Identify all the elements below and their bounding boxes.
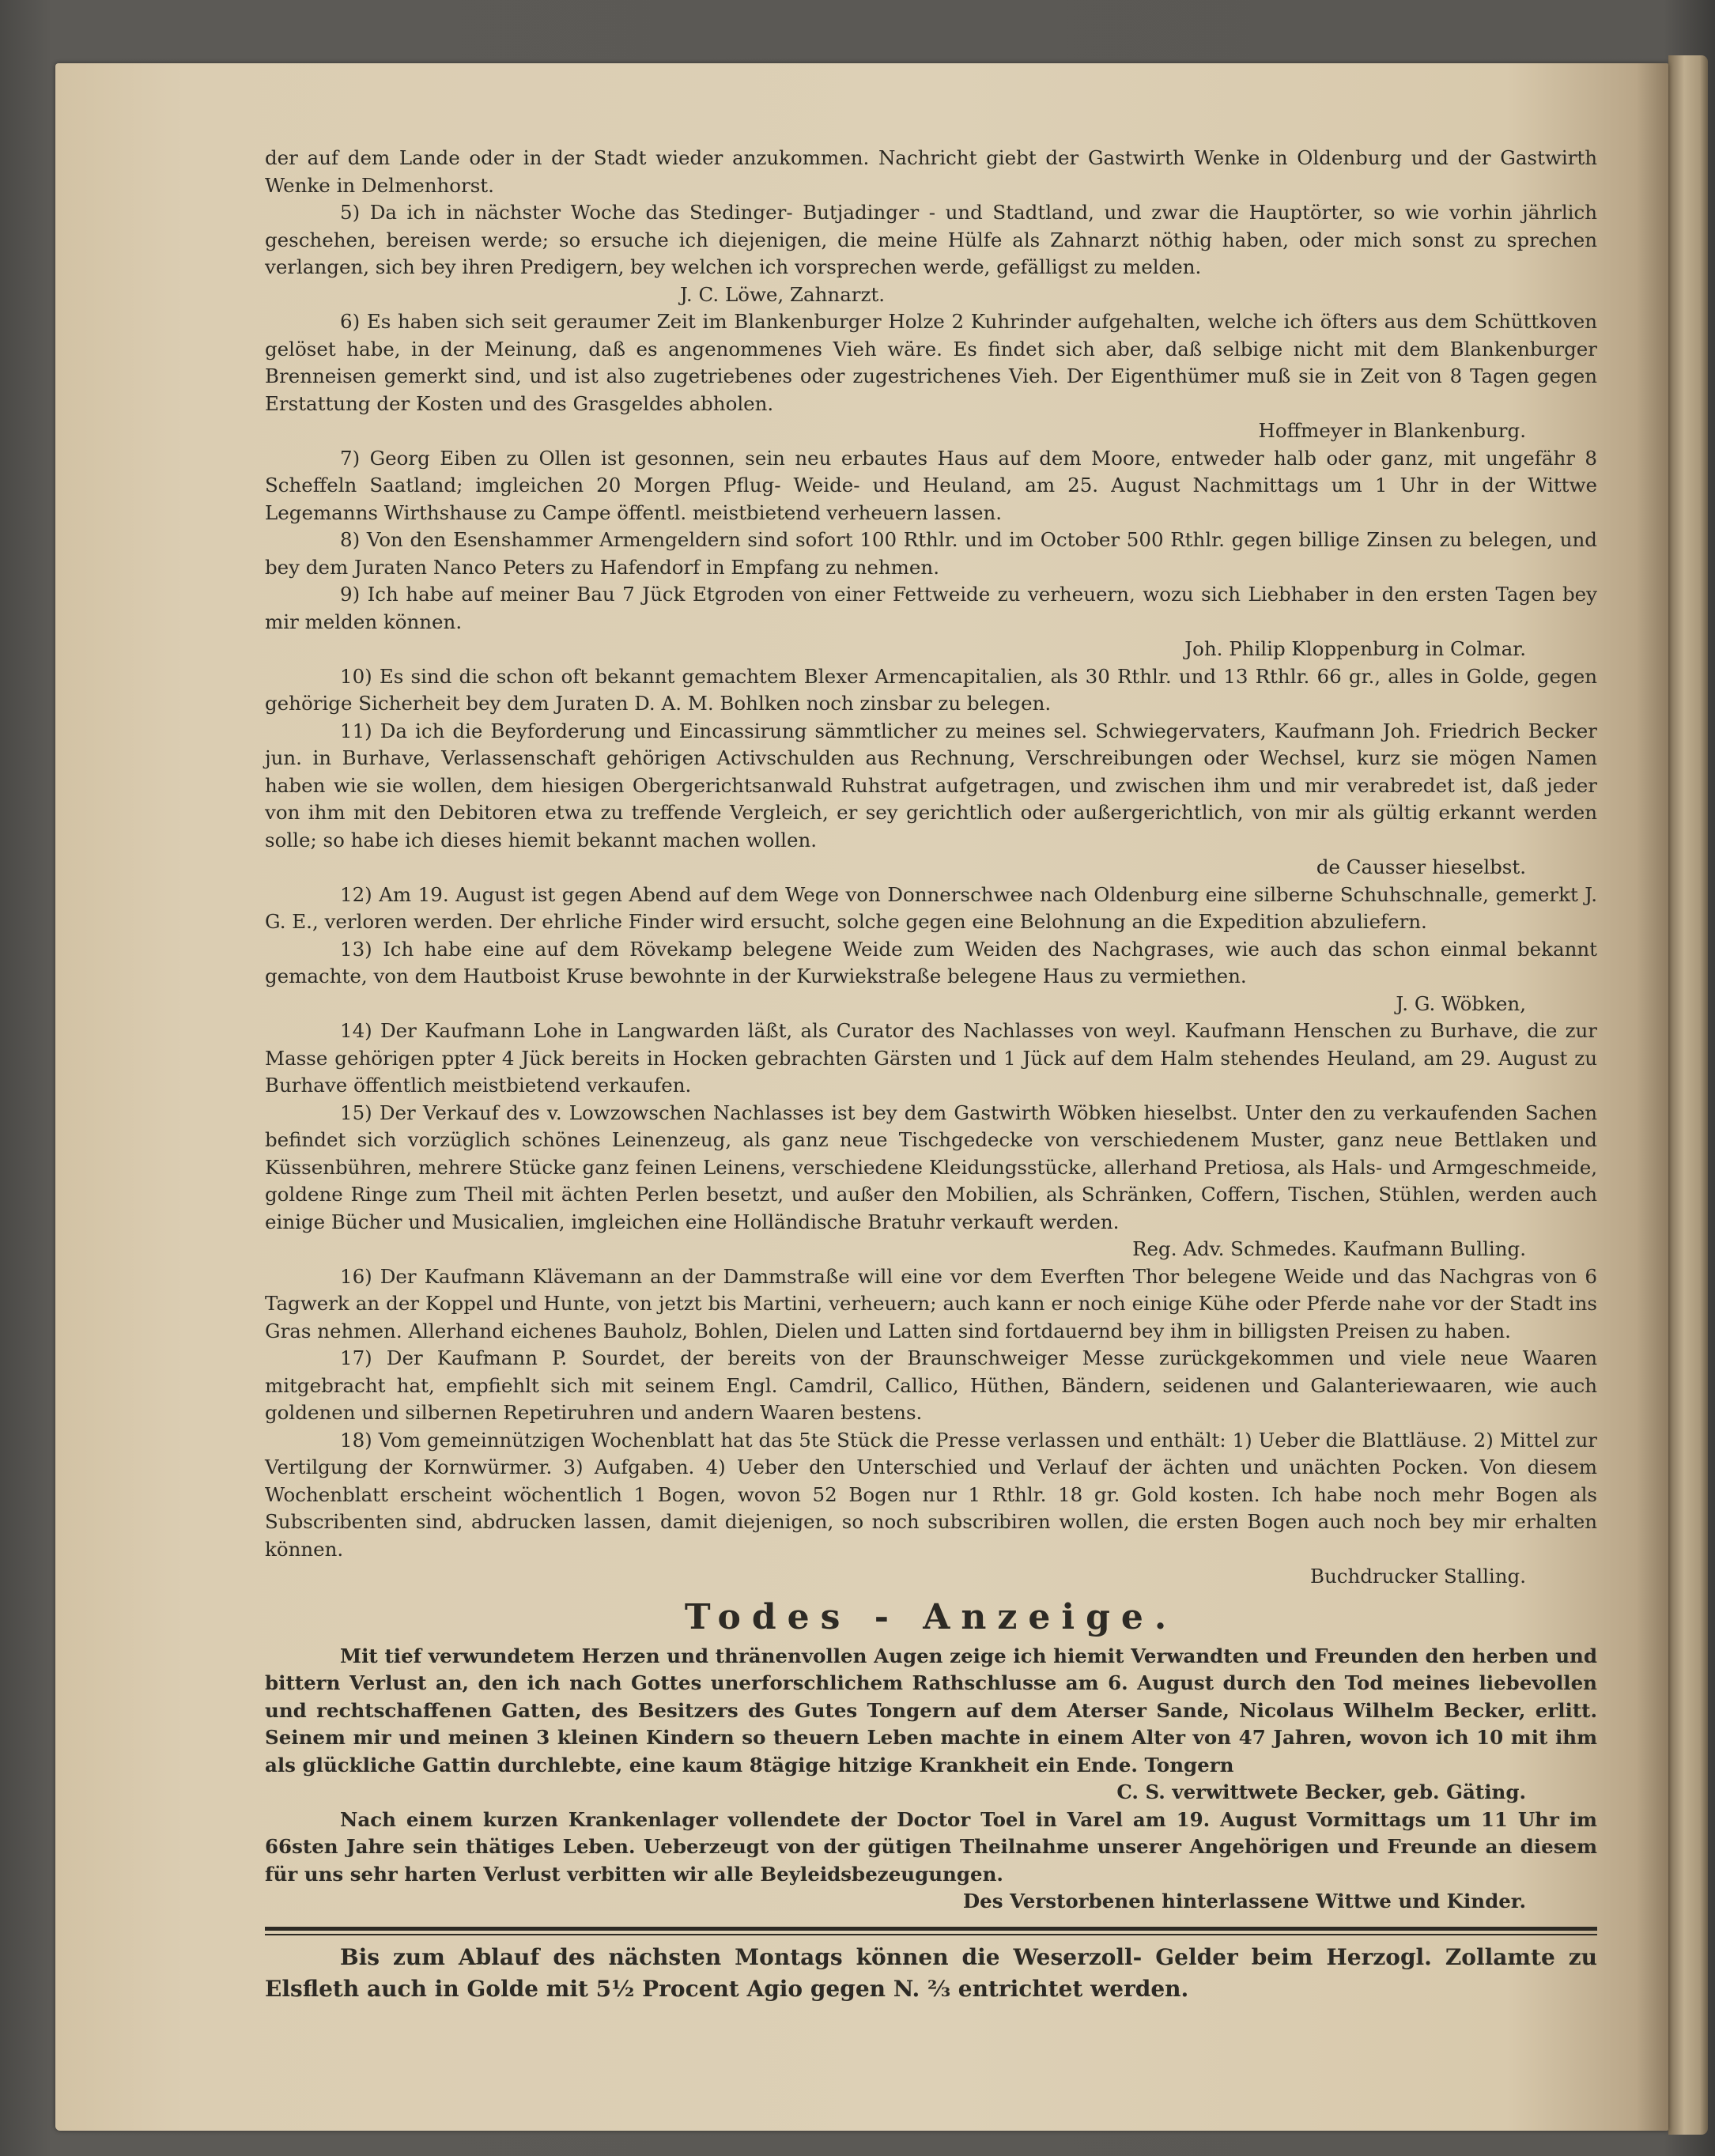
notice-5-text: 5) Da ich in nächster Woche das Stedinger- Butjadinger - und Stadtland, und zwar die Hauptörter, so wie vorhin jährlich geschehen, bereisen werde; so ersuche ich diejenigen, die meine Hülfe als Zahnarzt nöthig haben, oder mich sonst zu sprechen verlangen, sich bey ihren Predigern, bey welchen ich vorsprechen werde, gefälligst zu melden.: [265, 201, 1597, 278]
page-text-column: [265, 145, 1597, 2005]
notice-9-text: 9) Ich habe auf meiner Bau 7 Jück Etgroden von einer Fettweide zu verheuern, wozu sich Liebhaber in den ersten Tagen bey mir melden können.: [265, 583, 1597, 633]
notice-13-signature: J. G. Wöbken,: [1396, 991, 1526, 1015]
death-notice-2-signature: Des Verstorbenen hinterlassene Wittwe und Kinder.: [962, 1890, 1526, 1912]
notice-13-text: 13) Ich habe eine auf dem Rövekamp belegene Weide zum Weiden des Nachgrases, wie auch das schon einmal bekannt gemachte, von dem Hautboist Kruse bewohnte in der Kurwiekstraße belegene Haus zu vermiethen.: [265, 937, 1597, 987]
death-notice-heading: Todes - Anzeige.: [684, 1596, 1178, 1637]
notice-6-signature: Hoffmeyer in Blankenburg.: [1258, 419, 1526, 442]
notice-9-signature: Joh. Philip Kloppenburg in Colmar.: [1184, 637, 1526, 660]
notice-11-signature: de Causser hieselbst.: [1316, 855, 1526, 878]
notice-15-text: 15) Der Verkauf des v. Lowzowschen Nachlasses ist bey dem Gastwirth Wöbken hieselbst. Unter den zu verkaufenden Sachen befindet sich vorzüglich schönes Leinenzeug, als ganz neue Tischgedecke von verschiedenem Muster, ganz neue Bettlaken und Küssenbühren, mehrere Stücke ganz feinen Leinens, verschiedene Kleidungsstücke, allerhand Pretiosa, als Hals- und Armgeschmeide, goldene Ringe zum Theil mit ächten Perlen besetzt, und außer den Mobilien, als Schränken, Coffern, Tischen, Stühlen, werden auch einige Bücher und Musicalien, imgleichen eine Holländische Bratuhr verkauft werden.: [265, 1101, 1597, 1233]
notice-14: 14) Der Kaufmann Lohe in Langwarden läßt, als Curator des Nachlasses von weyl. Kaufmann Henschen zu Burhave, die zur Masse gehörigen ppter 4 Jück bereits in Hocken gebrachten Gärsten und 1 Jück auf dem Halm stehendes Heuland, am 29. August zu Burhave öffentlich meistbietend verkaufen.: [265, 1019, 1597, 1097]
notice-13: [265, 936, 1597, 1018]
notice-17: 17) Der Kaufmann P. Sourdet, der bereits von der Braunschweiger Messe zurückgekommen und viele neue Waaren mitgebracht hat, empfiehlt sich mit seinem Engl. Camdril, Callico, Hüthen, Bändern, seidenen und Galanteriewaaren, wie auch goldenen und silbernen Repetiruhren und andern Waaren bestens.: [265, 1346, 1597, 1424]
notice-16: 16) Der Kaufmann Klävemann an der Dammstraße will eine vor dem Everften Thor belegene Weide und das Nachgras von 6 Tagwerk an der Koppel und Hunte, von jetzt bis Martini, verheuern; auch kann er noch einige Kühe oder Pferde nahe vor der Stadt ins Gras nehmen. Allerhand eichenes Bauholz, Bohlen, Dielen und Latten sind fortdauernd bey ihm in billigsten Preisen zu haben.: [265, 1264, 1597, 1342]
notice-11-text: 11) Da ich die Beyforderung und Eincassirung sämmtlicher zu meines sel. Schwiegervaters, Kaufmann Joh. Friedrich Becker jun. in Burhave, Verlassenschaft gehörigen Activschulden aus Rechnung, Verschreibungen oder Wechsel, kurz sie mögen Namen haben wie sie wollen, dem hiesigen Obergerichtsanwald Ruhstrat aufgetragen, und zwischen ihm und mir verabredet ist, daß jeder von ihm mit den Debitoren etwa zu treffende Vergleich, er sey gerichtlich oder außergerichtlich, von mir als gültig erkannt werden solle; so habe ich dieses hiemit bekannt machen wollen.: [265, 719, 1597, 851]
notice-18: [265, 1427, 1597, 1591]
paragraph-continuation: der auf dem Lande oder in der Stadt wieder anzukommen. Nachricht giebt der Gastwirth Wenke in Oldenburg und der Gastwirth Wenke in Delmenhorst.: [265, 146, 1597, 197]
notice-12: 12) Am 19. August ist gegen Abend auf dem Wege von Donnerschwee nach Oldenburg eine silberne Schuhschnalle, gemerkt J. G. E., verloren werden. Der ehrliche Finder wird ersucht, solche gegen eine Belohnung an die Expedition abzuliefern.: [265, 882, 1597, 933]
notice-10: 10) Es sind die schon oft bekannt gemachtem Blexer Armencapitalien, als 30 Rthlr. und 13 Rthlr. 66 gr., alles in Golde, gegen gehörige Sicherheit bey dem Juraten D. A. M. Bohlken noch zinsbar zu belegen.: [265, 664, 1597, 715]
notice-6-text: 6) Es haben sich seit geraumer Zeit im Blankenburger Holze 2 Kuhrinder aufgehalten, welche ich öfters aus dem Schüttkoven gelöset habe, in der Meinung, daß es angenommenes Vieh wäre. Es findet sich aber, daß selbige nicht mit dem Blankenburger Brenneisen gemerkt sind, und ist also zugetriebenes oder zugestrichenes Vieh. Der Eigenthümer muß sie in Zeit von 8 Tagen gegen Erstattung der Kosten und des Grasgeldes abholen.: [265, 310, 1597, 415]
notice-18-text: 18) Vom gemeinnützigen Wochenblatt hat das 5te Stück die Presse verlassen und enthält: 1) Ueber die Blattläuse. 2) Mittel zur Vertilgung der Kornwürmer. 3) Aufgaben. 4) Ueber den Unterschied und Verlauf der ächten und unächten Pocken. Von diesem Wochenblatt erscheint wöchentlich 1 Bogen, wovon 52 Bogen nur 1 Rthlr. 18 gr. Gold kosten. Ich habe noch mehr Bogen als Subscribenten sind, abdrucken lassen, damit diejenigen, so noch subscribiren wollen, die ersten Bogen auch noch bey mir erhalten können.: [265, 1428, 1597, 1561]
death-notice-2: [265, 1807, 1597, 1916]
notice-15: [265, 1100, 1597, 1263]
divider-rule: [265, 1927, 1597, 1935]
book-spine: [1668, 55, 1708, 2135]
death-notice-1-signature: C. S. verwittwete Becker, geb. Gäting.: [1116, 1780, 1526, 1803]
bottom-notice: Bis zum Ablauf des nächsten Montags können die Weserzoll- Gelder beim Herzogl. Zollamte zu Elsfleth auch in Golde mit 5½ Procent Agio gegen N. ⅔ entrichtet werden.: [265, 1943, 1597, 2002]
notice-8: 8) Von den Esenshammer Armengeldern sind sofort 100 Rthlr. und im October 500 Rthlr. gegen billige Zinsen zu belegen, und bey dem Juraten Nanco Peters zu Hafendorf in Empfang zu nehmen.: [265, 528, 1597, 579]
notice-7: 7) Georg Eiben zu Ollen ist gesonnen, sein neu erbautes Haus auf dem Moore, entweder halb oder ganz, mit ungefähr 8 Scheffeln Saatland; imgleichen 20 Morgen Pflug- Weide- und Heuland, am 25. August Nachmittags um 1 Uhr in der Wittwe Legemanns Wirthshause zu Campe öffentl. meistbietend verheuern lassen.: [265, 446, 1597, 524]
notice-15-signature: Reg. Adv. Schmedes. Kaufmann Bulling.: [1132, 1237, 1526, 1260]
notice-9: [265, 581, 1597, 663]
notice-5-signature: J. C. Löwe, Zahnarzt.: [680, 282, 886, 306]
death-notice-2-text: Nach einem kurzen Krankenlager vollendete der Doctor Toel in Varel am 19. August Vormittags um 11 Uhr im 66sten Jahre sein thätiges Leben. Ueberzeugt von der gütigen Theilnahme unserer Angehörigen und Freunde an diesem für uns sehr harten Verlust verbitten wir alle Beyleidsbezeugungen.: [265, 1807, 1597, 1886]
notice-5: [265, 199, 1597, 308]
death-notice-1: [265, 1643, 1597, 1807]
notice-18-signature: Buchdrucker Stalling.: [1309, 1565, 1526, 1588]
notice-11: [265, 718, 1597, 882]
death-notice-1-text: Mit tief verwundetem Herzen und thränenvollen Augen zeige ich hiemit Verwandten und Freunden den herben und bittern Verlust an, den ich nach Gottes unerforschlichem Rathschlusse am 6. August durch den Tod meines liebevollen und rechtschaffenen Gatten, des Besitzers des Gutes Tongern auf dem Aterser Sande, Nicolaus Wilhelm Becker, erlitt. Seinem mir und meinen 3 kleinen Kindern so theuern Leben machte in einem Alter von 47 Jahren, wovon ich 10 mit ihm als glückliche Gattin durchlebte, eine kaum 8tägige hitzige Krankheit ein Ende. Tongern: [265, 1644, 1597, 1777]
notice-6: [265, 308, 1597, 445]
death-notice: [265, 1643, 1597, 1916]
